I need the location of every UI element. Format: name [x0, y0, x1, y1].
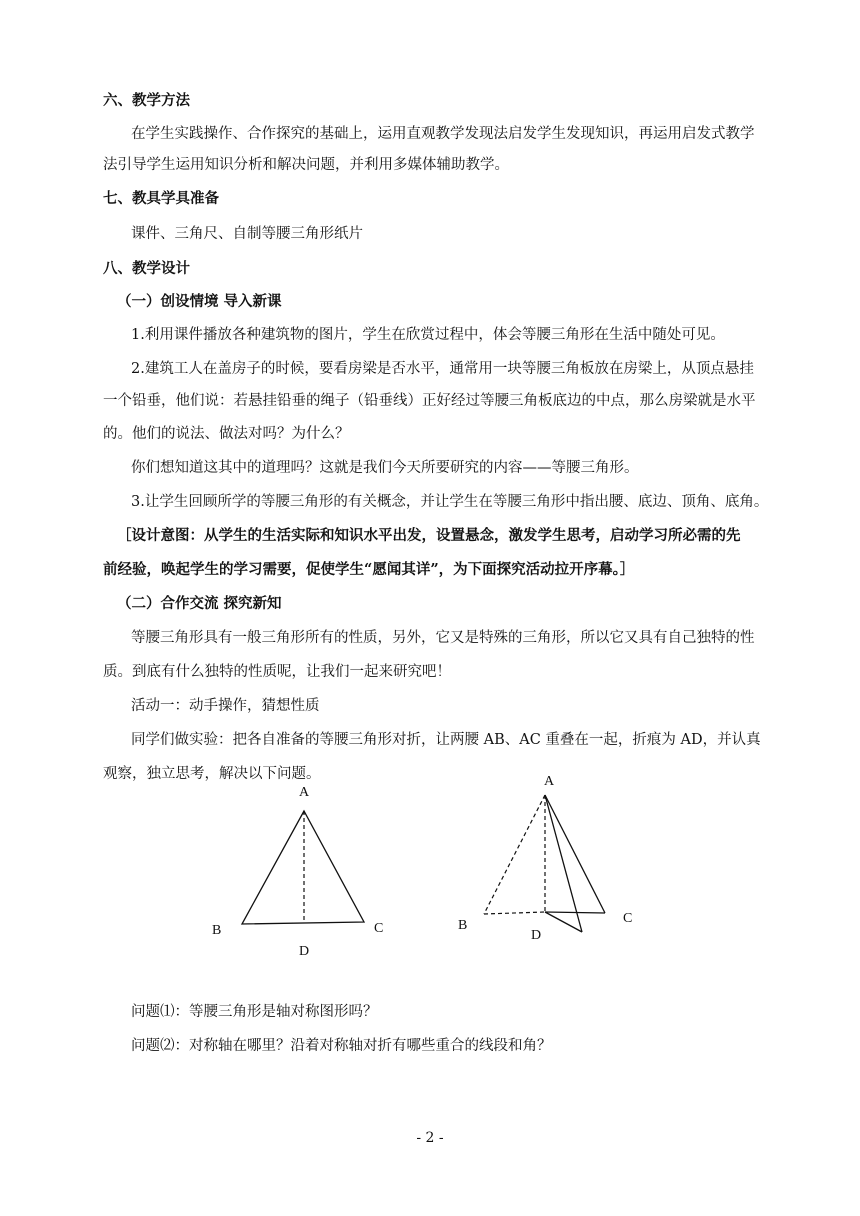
figure-1-outline [242, 811, 364, 924]
figure-2-dashed-ab [484, 795, 545, 914]
figure-2-label-d: D [531, 928, 542, 943]
part1-para-4: 3.让学生回顾所学的等腰三角形的有关概念，并让学生在等腰三角形中指出腰、底边、顶角、底角。 [131, 494, 769, 510]
design-intent-line-2: 前经验，唤起学生的学习需要，促使学生“愿闻其详”，为下面探究活动拉开序幕。］ [103, 561, 635, 578]
section6-heading: 六、教学方法 [103, 92, 190, 109]
figure-2-edge-a-fold [545, 795, 582, 932]
question-1: 问题⑴：等腰三角形是轴对称图形吗？ [131, 1004, 378, 1020]
activity-1: 活动一：动手操作，猜想性质 [131, 698, 320, 714]
section7-heading: 七、教具学具准备 [103, 190, 219, 207]
figure-2-label-b: B [458, 918, 468, 933]
part1-para-1: 1.利用课件播放各种建筑物的图片，学生在欣赏过程中，体会等腰三角形在生活中随处可见。 [131, 327, 725, 343]
part2-para-2-line-2: 观察，独立思考，解决以下问题。 [103, 766, 321, 782]
design-intent-line-1: ［设计意图：从学生的生活实际和知识水平出发，设置悬念，激发学生思考，启动学习所必需的先 [117, 527, 741, 544]
section8-heading: 八、教学设计 [103, 260, 190, 277]
section6-line-2: 法引导学生运用知识分析和解决问题，并利用多媒体辅助教学。 [103, 157, 509, 173]
figure-1-label-c: C [374, 921, 384, 936]
figure-2-edge-ac [545, 795, 605, 913]
figure-1-label-d: D [299, 944, 310, 959]
section6-line-1: 在学生实践操作、合作探究的基础上，运用直观教学发现法启发学生发现知识，再运用启发式教学 [131, 126, 755, 142]
figure-2-label-c: C [623, 911, 633, 926]
section7-text: 课件、三角尺、自制等腰三角形纸片 [131, 226, 363, 242]
figure-2-edge-dc [545, 912, 605, 913]
figure-1-triangle [212, 785, 383, 959]
part2-para-2-line-1: 同学们做实验：把各自准备的等腰三角形对折，让两腰 AB、AC 重叠在一起，折痕为 AD，并认真 [131, 732, 761, 748]
question-2: 问题⑵：对称轴在哪里？沿着对称轴对折有哪些重合的线段和角？ [131, 1038, 552, 1054]
figure-2-dashed-bd [484, 912, 545, 914]
part2-para-1-line-1: 等腰三角形具有一般三角形所有的性质，另外，它又是特殊的三角形，所以它又具有自己独特的性 [131, 630, 755, 646]
page-number: - 2 - [416, 1130, 444, 1146]
part1-para-2-line-1: 2.建筑工人在盖房子的时候，要看房梁是否水平，通常用一块等腰三角板放在房梁上，从顶点悬挂 [131, 361, 754, 377]
part2-para-1-line-2: 质。到底有什么独特的性质呢，让我们一起来研究吧！ [103, 664, 451, 680]
figure-1-label-b: B [212, 923, 222, 938]
part1-para-2-line-2: 一个铅垂，他们说：若悬挂铅垂的绳子（铅垂线）正好经过等腰三角板底边的中点，那么房梁就是水平 [103, 393, 756, 409]
part1-heading: （一）创设情境 导入新课 [117, 293, 282, 310]
figure-2-folded-triangle [458, 774, 632, 943]
part2-heading: （二）合作交流 探究新知 [117, 595, 282, 612]
part1-para-2-line-3: 的。他们的说法、做法对吗？为什么？ [103, 426, 350, 442]
figure-2-label-a: A [544, 774, 555, 789]
figure-2-edge-d-fold [545, 912, 582, 932]
figure-1-label-a: A [299, 785, 310, 800]
part1-para-3: 你们想知道这其中的道理吗？这就是我们今天所要研究的内容——等腰三角形。 [131, 460, 639, 476]
